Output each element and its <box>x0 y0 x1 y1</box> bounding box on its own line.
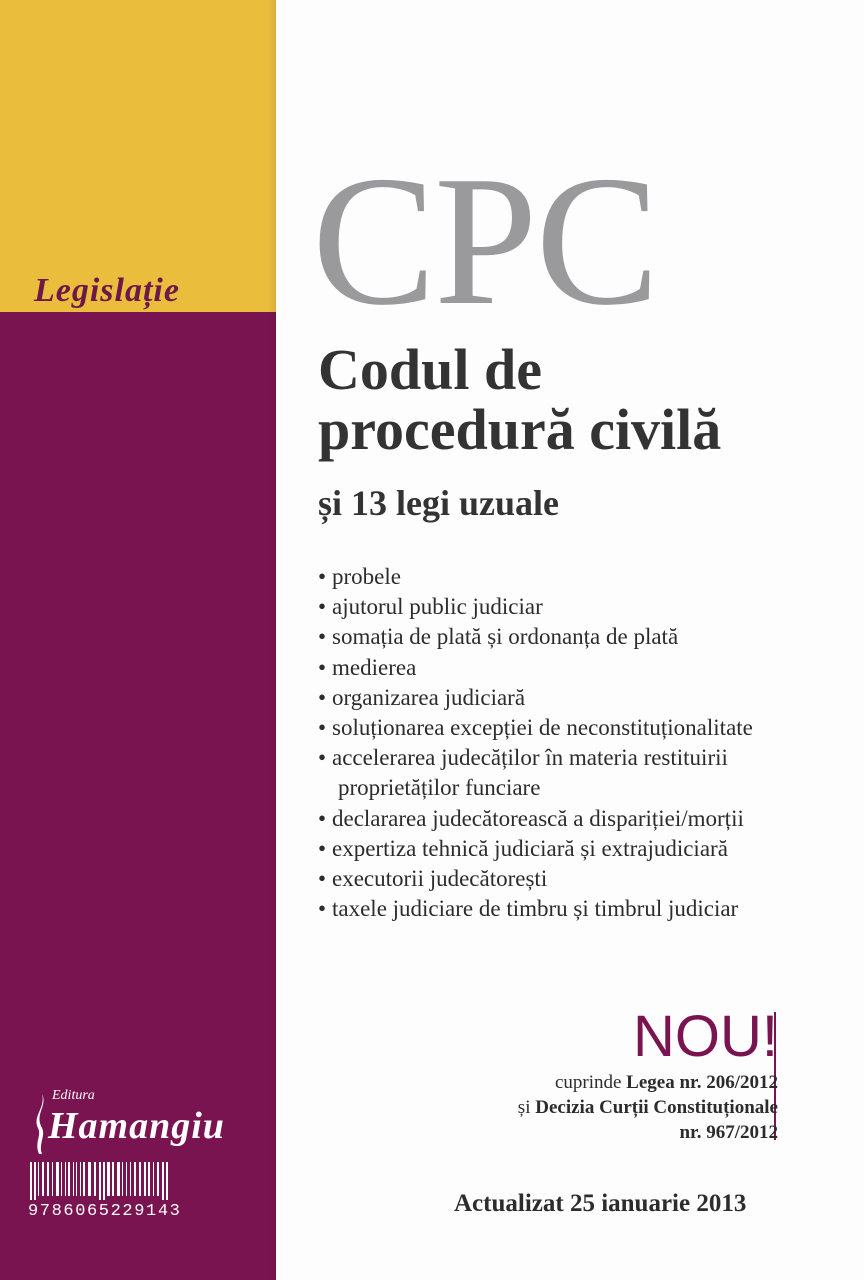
topic-item <box>318 653 753 683</box>
topic-item <box>318 713 753 743</box>
topic-label: taxele judiciare de timbru și timbrul judiciar <box>332 896 739 922</box>
note-line-1 <box>518 1070 778 1095</box>
barcode-bar <box>68 1162 70 1196</box>
note-decision-number: nr. 967/2012 <box>679 1122 778 1143</box>
barcode-bar <box>34 1162 36 1200</box>
note-line-2 <box>518 1095 778 1120</box>
barcode-bar <box>130 1162 131 1196</box>
title-line-1: Codul de <box>318 337 543 402</box>
topic-label: executorii judecătorești <box>332 866 548 892</box>
barcode-bar <box>162 1162 164 1200</box>
barcode-bar <box>73 1162 74 1196</box>
bullet-icon: • <box>318 745 327 771</box>
barcode-bar <box>61 1162 62 1196</box>
barcode-bar <box>83 1162 85 1196</box>
topic-item <box>318 562 753 592</box>
topics-list <box>318 562 753 924</box>
bullet-icon: • <box>318 896 327 922</box>
bullet-icon: • <box>318 805 327 831</box>
topic-label: organizarea judiciară <box>332 684 526 710</box>
barcode-bar <box>112 1162 114 1196</box>
barcode-bar <box>107 1162 110 1196</box>
new-edition-block <box>517 1004 778 1145</box>
bullet-icon: • <box>318 654 327 680</box>
topic-label: soluționarea excepției de neconstituționalitate <box>332 715 753 741</box>
barcode-bar <box>94 1162 96 1196</box>
note-decision: Decizia Curții Constituționale <box>535 1097 778 1118</box>
note-prefix: și <box>517 1097 531 1118</box>
barcode-bar <box>122 1162 123 1196</box>
topic-item <box>318 834 753 864</box>
topic-item <box>318 864 753 894</box>
topic-label: medierea <box>332 654 417 680</box>
barcode-bar <box>144 1162 146 1196</box>
bullet-icon: • <box>318 684 327 710</box>
topic-item <box>318 804 753 834</box>
edition-note <box>518 1070 778 1145</box>
isbn-barcode <box>26 1162 248 1232</box>
book-title <box>318 337 722 462</box>
barcode-bar <box>56 1162 59 1196</box>
barcode-bar <box>148 1162 150 1196</box>
publisher-name: Hamangiu <box>48 1105 225 1147</box>
barcode-bar <box>47 1162 49 1196</box>
topic-label: ajutorul public judiciar <box>332 594 543 620</box>
barcode-bar <box>88 1162 91 1196</box>
cover-acronym: CPC <box>312 138 658 344</box>
bullet-icon: • <box>318 624 327 650</box>
topic-label: somația de plată și ordonanța de plată <box>332 624 679 650</box>
barcode-bar <box>157 1162 159 1196</box>
topic-label: expertiza tehnică judiciară și extrajudiciară <box>332 835 728 861</box>
barcode-bars <box>26 1162 248 1202</box>
topic-item <box>318 743 753 773</box>
updated-date: Actualizat 25 ianuarie 2013 <box>454 1190 747 1217</box>
barcode-bar <box>117 1162 120 1196</box>
barcode-bar <box>126 1162 127 1196</box>
book-subtitle: și 13 legi uzuale <box>318 483 559 523</box>
band-edge-shadow <box>268 0 276 1280</box>
barcode-bar <box>134 1162 136 1196</box>
publisher-logo <box>30 1088 230 1168</box>
topic-item-continuation <box>318 773 753 803</box>
topic-label-continuation: proprietăților funciare <box>338 775 541 801</box>
topic-item <box>318 622 753 652</box>
bullet-icon: • <box>318 564 327 589</box>
isbn-number: 9786065229143 <box>28 1202 182 1221</box>
topic-item <box>318 894 753 924</box>
barcode-bar <box>99 1162 101 1200</box>
new-badge: NOU! <box>633 1004 778 1069</box>
barcode-bar <box>38 1162 39 1196</box>
topic-label: probele <box>332 564 401 589</box>
series-label: Legislație <box>34 272 180 309</box>
barcode-bar <box>80 1162 81 1196</box>
barcode-bar <box>30 1162 32 1200</box>
barcode-bar <box>42 1162 44 1196</box>
barcode-bar <box>166 1162 168 1200</box>
topic-label: declararea judecătorească a dispariției/morții <box>332 805 744 831</box>
bullet-icon: • <box>318 715 327 741</box>
yellow-band <box>0 0 276 312</box>
title-line-2: procedură civilă <box>318 397 722 462</box>
bullet-icon: • <box>318 594 327 620</box>
note-prefix: cuprinde <box>554 1072 622 1093</box>
topic-item <box>318 683 753 713</box>
bullet-icon: • <box>318 835 327 861</box>
barcode-bar <box>76 1162 77 1196</box>
barcode-bar <box>139 1162 141 1196</box>
publisher-prefix: Editura <box>52 1088 95 1103</box>
barcode-bar <box>153 1162 154 1196</box>
note-line-3 <box>518 1120 778 1145</box>
topic-label: accelerarea judecăților în materia restituirii <box>332 745 728 771</box>
barcode-bar <box>52 1162 53 1196</box>
topic-item <box>318 592 753 622</box>
bullet-icon: • <box>318 866 327 892</box>
barcode-bar <box>65 1162 66 1196</box>
note-law: Legea nr. 206/2012 <box>626 1072 778 1093</box>
barcode-bar <box>103 1162 105 1200</box>
